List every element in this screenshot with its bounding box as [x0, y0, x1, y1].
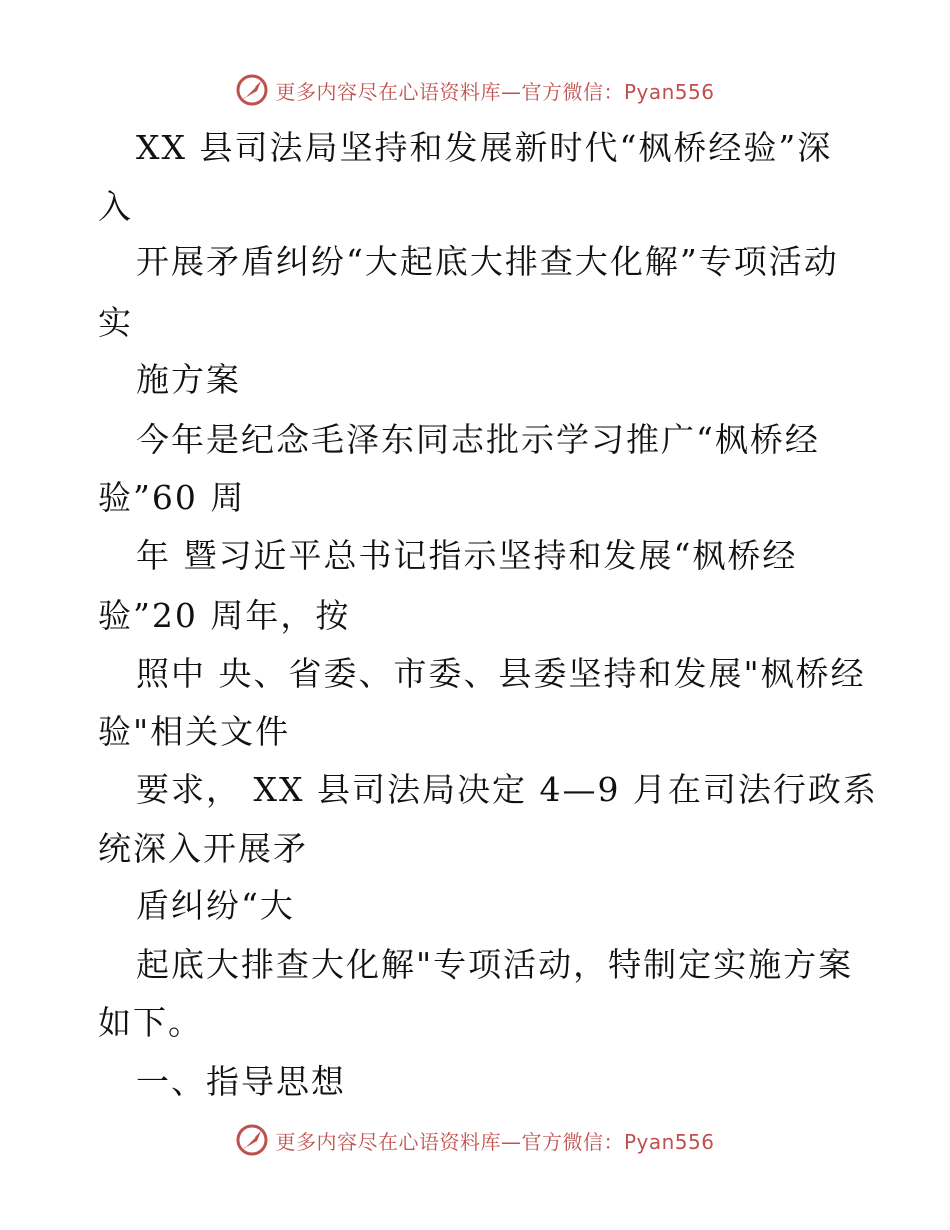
section-heading: 一、指导思想	[136, 1062, 346, 1101]
text-line: 起底大排查大化解"专项活动，特制定实施方案	[136, 945, 854, 984]
text-line: 照中 央、省委、市委、县委坚持和发展"枫桥经	[136, 654, 866, 693]
text-line: XX 县司法局坚持和发展新时代“枫桥经验”深	[136, 128, 833, 167]
text-line: 验”20 周年，按	[98, 596, 351, 635]
text-line: 今年是纪念毛泽东同志批示学习推广“枫桥经	[136, 420, 820, 459]
text-line: 实	[98, 303, 133, 342]
text-line: 验"相关文件	[98, 712, 291, 751]
quill-logo-icon	[235, 1123, 269, 1157]
text-line: 要求， XX 县司法局决定 4—9 月在司法行政系	[136, 770, 878, 809]
text-line: 验”60 周	[98, 478, 246, 517]
text-line: 开展矛盾纠纷“大起底大排查大化解”专项活动	[136, 242, 839, 281]
watermark-text: 更多内容尽在心语资料库—官方微信：Pyan556	[275, 1129, 715, 1154]
text-line: 施方案	[136, 360, 241, 399]
text-line: 入	[98, 187, 133, 226]
text-line: 盾纠纷“大	[136, 886, 295, 925]
text-line: 如下。	[98, 1003, 203, 1042]
text-line: 年 暨习近平总书记指示坚持和发展“枫桥经	[136, 536, 798, 575]
footer-watermark	[0, 1120, 950, 1160]
watermark-text: 更多内容尽在心语资料库—官方微信：Pyan556	[275, 79, 715, 104]
text-line: 统深入开展矛	[98, 829, 308, 868]
